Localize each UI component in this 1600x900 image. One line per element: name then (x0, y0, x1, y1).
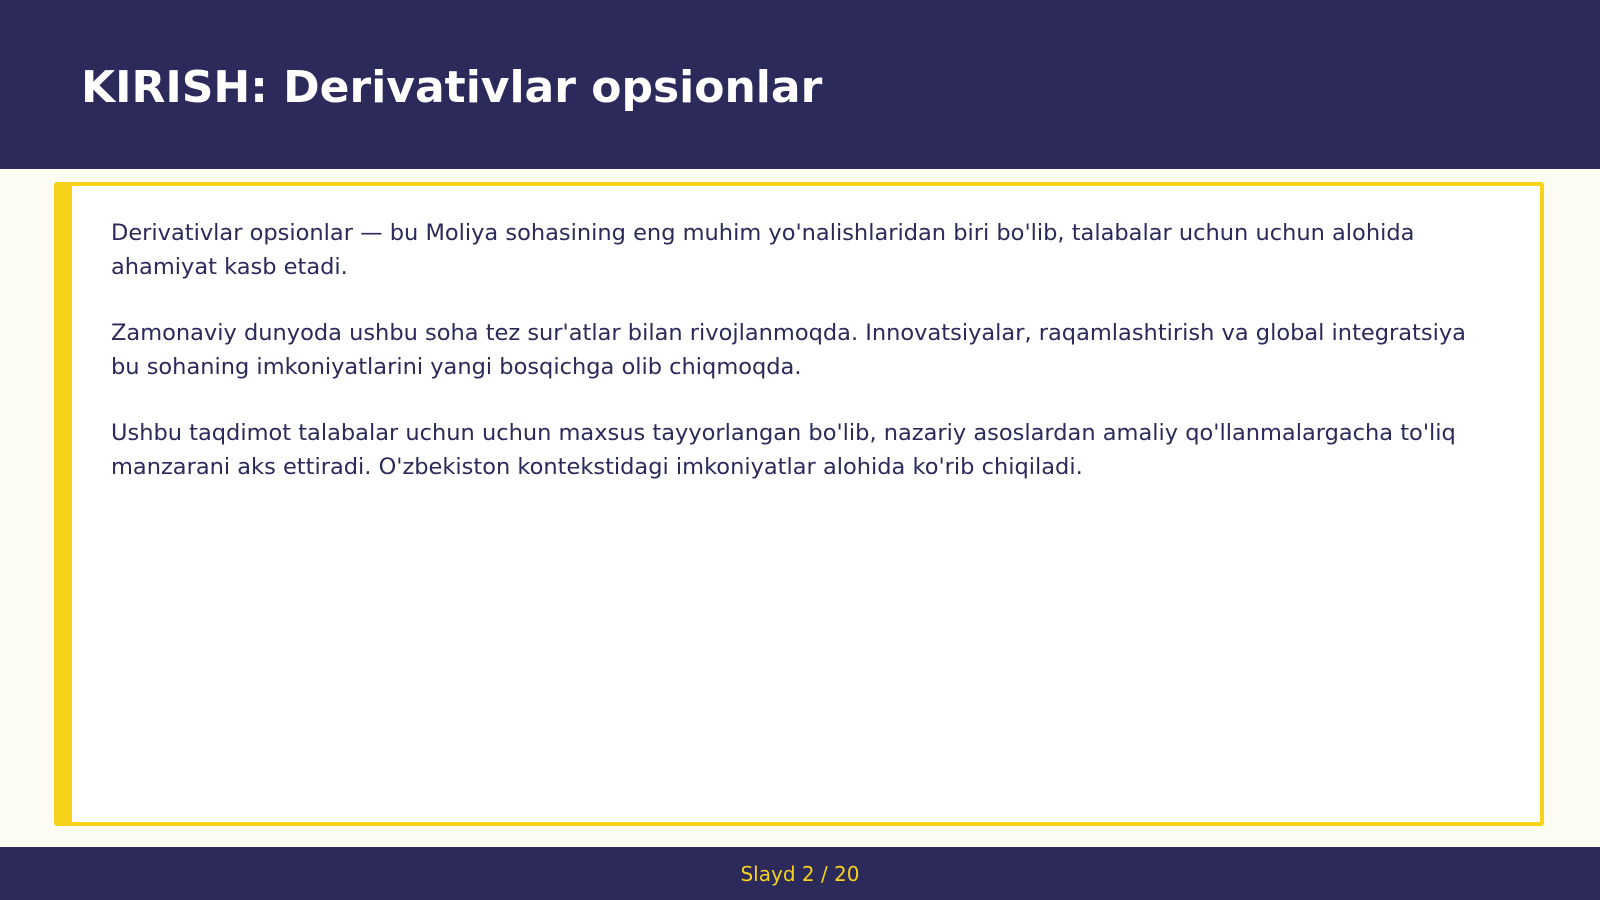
content-card (54, 182, 1544, 826)
slide-title: KIRISH: Derivativlar opsionlar (81, 62, 823, 113)
slide-counter: Slayd 2 / 20 (740, 862, 860, 886)
intro-paragraph-3: Ushbu taqdimot talabalar uchun uchun maxsus tayyorlangan bo'lib, nazariy asoslardan amaliy qo'llanmalargacha to'liq manzarani aks ettiradi. O'zbekiston kontekstidagi imkoniyatlar alohida ko'rib chiqiladi. (111, 420, 1456, 480)
intro-paragraph-1: Derivativlar opsionlar — bu Moliya sohasining eng muhim yo'nalishlaridan biri bo'lib, talabalar uchun uchun alohida ahamiyat kasb etadi. (111, 220, 1415, 280)
intro-paragraph-2: Zamonaviy dunyoda ushbu soha tez sur'atlar bilan rivojlanmoqda. Innovatsiyalar, raqamlashtirish va global integratsiya bu sohaning imkoniyatlarini yangi bosqichga olib chiqmoqda. (111, 320, 1466, 380)
slide-footer (0, 847, 1600, 900)
slide-header (0, 0, 1600, 169)
